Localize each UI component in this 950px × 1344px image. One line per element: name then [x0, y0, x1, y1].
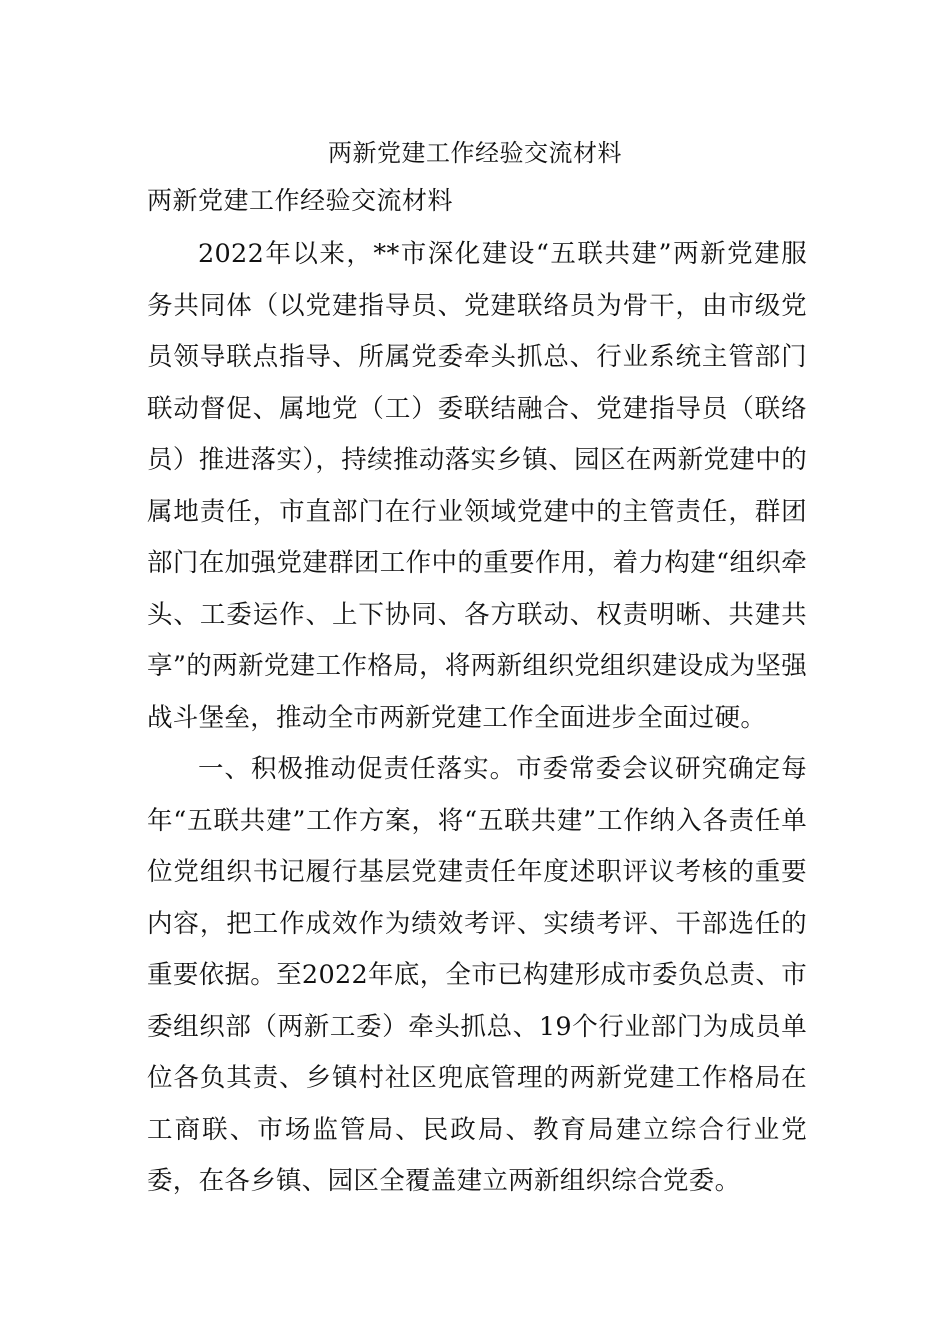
paragraph-section-one: 一、积极推动促责任落实。市委常委会议研究确定每年“五联共建”工作方案，将“五联共建”工作纳入各责任单位党组织书记履行基层党建责任年度述职评议考核的重要内容，把工作成效作为绩效考评、实绩考评、干部选任的重要依据。至2022年底，全市已构建形成市委负总责、市委组织部（两新工委）牵头抓总、19个行业部门为成员单位各负其责、乡镇村社区兜底管理的两新党建工作格局在工商联、市场监管局、民政局、教育局建立综合行业党委，在各乡镇、园区全覆盖建立两新组织综合党委。	[147, 754, 807, 1196]
document-body	[147, 229, 807, 1208]
document-title: 两新党建工作经验交流材料	[328, 139, 622, 167]
paragraph-intro: 2022年以来，**市深化建设“五联共建”两新党建服务共同体（以党建指导员、党建联络员为骨干，由市级党员领导联点指导、所属党委牵头抓总、行业系统主管部门联动督促、属地党（工）委联结融合、党建指导员（联络员）推进落实），持续推动落实乡镇、园区在两新党建中的属地责任，市直部门在行业领域党建中的主管责任，群团部门在加强党建群团工作中的重要作用，着力构建“组织牵头、工委运作、上下协同、各方联动、权责明晰、共建共享”的两新党建工作格局，将两新组织党组织建设成为坚强战斗堡垒，推动全市两新党建工作全面进步全面过硬。	[147, 239, 807, 733]
document-subtitle: 两新党建工作经验交流材料	[147, 186, 454, 215]
